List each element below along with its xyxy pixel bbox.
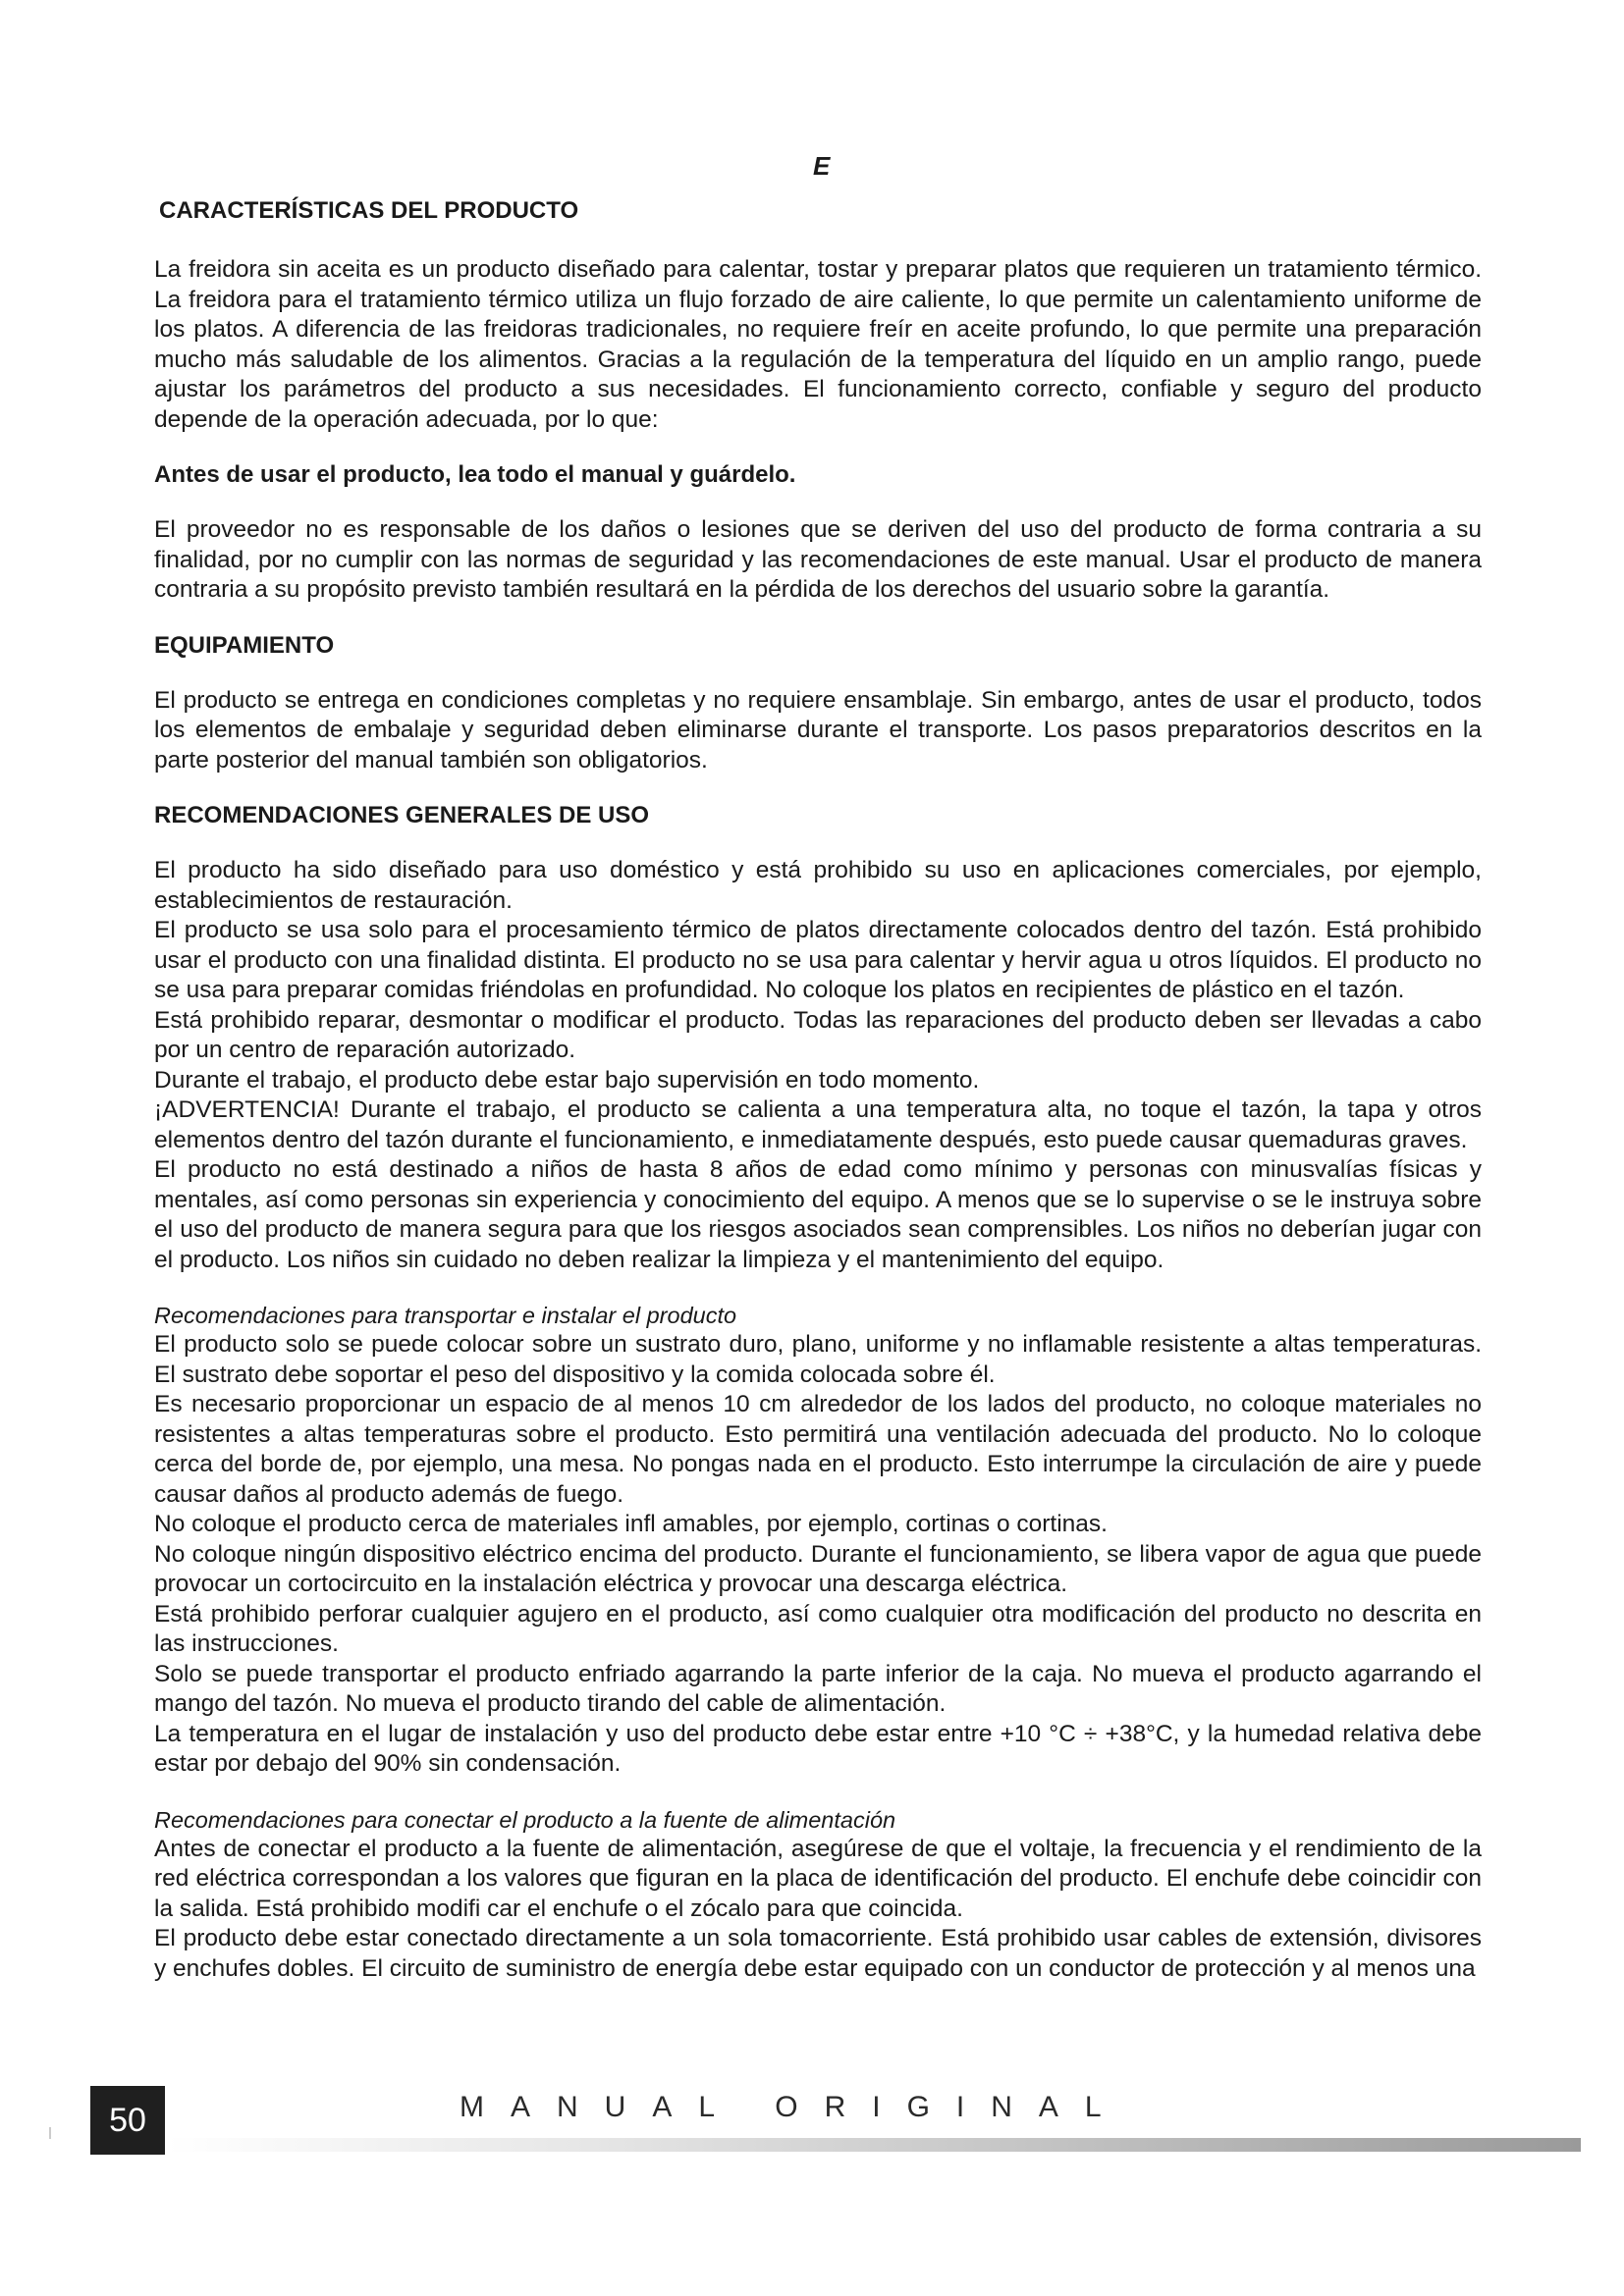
section-title-equipment: EQUIPAMIENTO [154,631,335,659]
transport-item: Es necesario proporcionar un espacio de al menos 10 cm alrededor de los lados del producto, no coloque materiales no resistentes a altas temperaturas sobre el producto. Esto permitirá una ventilación adecuada del producto. No lo coloque cerca del borde de, por ejemplo, una mesa. No pongas nada en el producto. Esto interrumpe la circulación de aire y puede causar daños al producto además de fuego. [154,1391,1482,1508]
general-item: El producto ha sido diseñado para uso doméstico y está prohibido su uso en aplicaciones comerciales, por ejemplo, establecimientos de restauración. [154,857,1482,914]
general-item: El producto se usa solo para el procesamiento térmico de platos directamente colocados dentro del tazón. Está prohibido usar el producto con una finalidad distinta. El producto no se usa para calentar y hervir agua u otros líquidos. El producto no se usa para preparar comidas friéndolas en profundidad. No coloque los platos en recipientes de plástico en el tazón. [154,917,1482,1003]
footer-gradient-bar [167,2138,1581,2152]
power-item: El producto debe estar conectado directamente a un sola tomacorriente. Está prohibido usar cables de extensión, divisores y enchufes dobles. El circuito de suministro de energía debe estar equipado con un conductor de protección y al menos una [154,1925,1482,1982]
transport-item: No coloque el producto cerca de materiales infl amables, por ejemplo, cortinas o cortinas. [154,1511,1108,1537]
page-content [154,255,1482,1984]
page-number: 50 [90,2086,165,2155]
general-item: Está prohibido reparar, desmontar o modificar el producto. Todas las reparaciones del producto deben ser llevadas a cabo por un centro de reparación autorizado. [154,1006,1482,1063]
intro-paragraph: La freidora sin aceita es un producto diseñado para calentar, tostar y preparar platos que requieren un tratamiento térmico. La freidora para el tratamiento térmico utiliza un flujo forzado de aire caliente, lo que permite un calentamiento uniforme de los platos. A diferencia de las freidoras tradicionales, no requiere freír en aceite profundo, lo que permite una preparación mucho más saludable de los alimentos. Gracias a la regulación de la temperatura del líquido en un amplio rango, puede ajustar los parámetros del producto a sus necesidades. El funcionamiento correcto, confiable y seguro del producto depende de la operación adecuada, por lo que: [154,256,1482,433]
transport-item: Solo se puede transportar el producto enfriado agarrando la parte inferior de la caja. No mueva el producto agarrando el mango del tazón. No mueva el producto tirando del cable de alimentación. [154,1660,1482,1717]
equipment-paragraph: El producto se entrega en condiciones completas y no requiere ensamblaje. Sin embargo, antes de usar el producto, todos los elementos de embalaje y seguridad deben eliminarse durante el transporte. Los pasos preparatorios descritos en la parte posterior del manual también son obligatorios. [154,686,1482,774]
transport-item: El producto solo se puede colocar sobre un sustrato duro, plano, uniforme y no inflamable resistente a altas temperaturas. El sustrato debe soportar el peso del dispositivo y la comida colocada sobre él. [154,1331,1482,1388]
subsection-title-transport: Recomendaciones para transportar e instalar el producto [154,1303,737,1328]
section-title-characteristics: CARACTERÍSTICAS DEL PRODUCTO [159,197,579,224]
section-title-general-use: RECOMENDACIONES GENERALES DE USO [154,802,650,828]
transport-item: Está prohibido perforar cualquier agujero en el producto, así como cualquier otra modificación del producto no descrita en las instrucciones. [154,1600,1482,1657]
transport-item: No coloque ningún dispositivo eléctrico encima del producto. Durante el funcionamiento, se libera vapor de agua que puede provocar un cortocircuito en la instalación eléctrica y provocar una descarga eléctrica. [154,1540,1482,1597]
liability-paragraph: El proveedor no es responsable de los daños o lesiones que se deriven del uso del producto de forma contraria a su finalidad, por no cumplir con las normas de seguridad y las recomendaciones de este manual. Usar el producto de manera contraria a su propósito previsto también resultará en la pérdida de los derechos del usuario sobre la garantía. [154,516,1482,603]
language-marker: E [813,151,831,181]
subsection-title-power: Recomendaciones para conectar el producto a la fuente de alimentación [154,1806,896,1833]
power-item: Antes de conectar el producto a la fuente de alimentación, asegúrese de que el voltaje, la frecuencia y el rendimiento de la red eléctrica correspondan a los valores que figuran en la placa de identificación del producto. El enchufe debe coincidir con la salida. Está prohibido modifi car el enchufe o el zócalo para que coincida. [154,1835,1482,1922]
general-item: El producto no está destinado a niños de hasta 8 años de edad como mínimo y personas con minusvalías físicas y mentales, así como personas sin experiencia y conocimiento del equipo. A menos que se lo supervise o se le instruya sobre el uso del producto de manera segura para que los riesgos asociados sean comprensibles. Los niños no deberían jugar con el producto. Los niños sin cuidado no deben realizar la limpieza y el mantenimiento del equipo. [154,1156,1482,1273]
general-item: ¡ADVERTENCIA! Durante el trabajo, el producto se calienta a una temperatura alta, no toque el tazón, la tapa y otros elementos dentro del tazón durante el funcionamiento, e inmediatamente después, esto puede causar quemaduras graves. [154,1096,1482,1153]
footer-label: MANUAL ORIGINAL [460,2091,1128,2123]
margin-tick [49,2127,51,2139]
general-item: Durante el trabajo, el producto debe estar bajo supervisión en todo momento. [154,1066,980,1094]
transport-item: La temperatura en el lugar de instalación y uso del producto debe estar entre +10 °C ÷ +38°C, y la humedad relativa debe estar por debajo del 90% sin condensación. [154,1720,1482,1777]
read-manual-note: Antes de usar el producto, lea todo el manual y guárdelo. [154,461,796,488]
